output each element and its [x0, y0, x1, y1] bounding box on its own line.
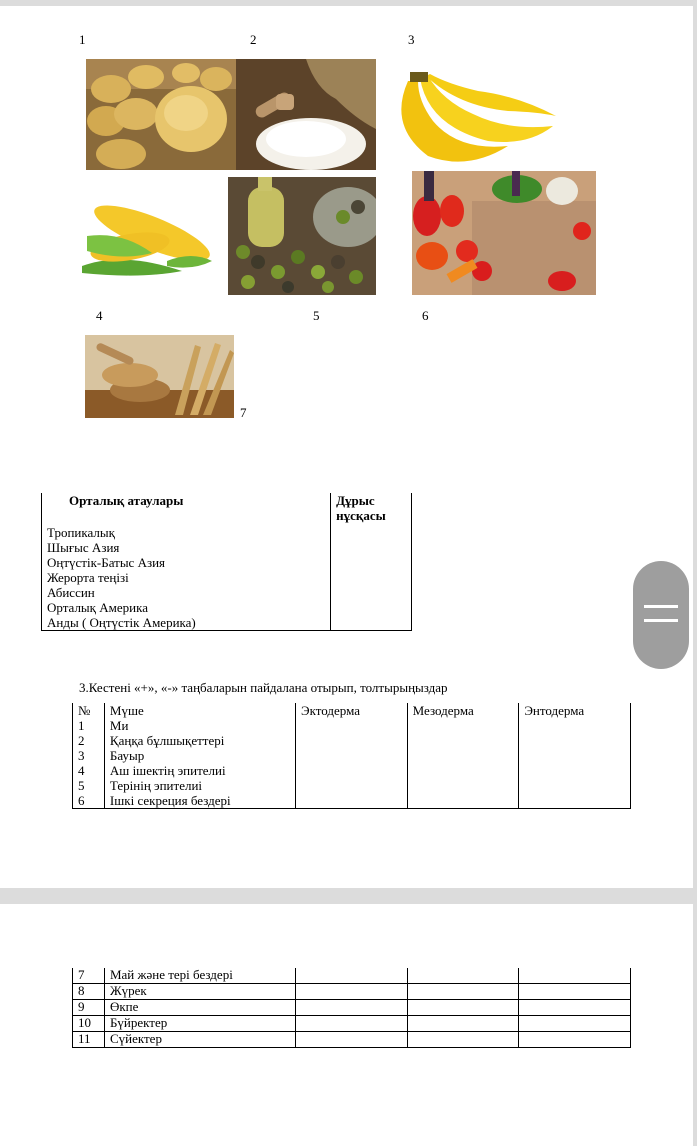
endoderm-cell[interactable]	[519, 1000, 631, 1016]
answer-cell[interactable]	[331, 540, 412, 555]
row-number: 6	[73, 793, 105, 809]
organ-name: Бүйректер	[104, 1016, 295, 1032]
organ-name: Ішкі секреция бездері	[104, 793, 295, 809]
table-row: Тропикалық	[42, 525, 331, 540]
table-row: Абиссин	[42, 585, 331, 600]
germ-layers-table	[72, 703, 631, 809]
task-3-title: 3.Кестені «+», «-» таңбаларын пайдалана отырып, толтырыңыздар	[79, 680, 448, 695]
mesoderm-cell[interactable]	[407, 793, 519, 809]
mesoderm-cell[interactable]	[407, 1016, 519, 1032]
mesoderm-cell[interactable]	[407, 748, 519, 763]
row-number: 11	[73, 1032, 105, 1048]
organ-name: Терінің эпителиі	[104, 778, 295, 793]
row-number: 5	[73, 778, 105, 793]
endoderm-cell[interactable]	[519, 1032, 631, 1048]
header-correct-answer: Дұрыс нұсқасы	[331, 493, 412, 525]
table-row: Жерорта теңізі	[42, 570, 331, 585]
ectoderm-cell[interactable]	[296, 718, 408, 733]
image-label-1: 1	[79, 32, 86, 47]
endoderm-cell[interactable]	[519, 763, 631, 778]
answer-cell[interactable]	[331, 525, 412, 540]
row-number: 3	[73, 748, 105, 763]
organ-name: Қаңқа бұлшықеттері	[104, 733, 295, 748]
wheat-photo	[85, 335, 234, 418]
olives-photo	[228, 177, 376, 295]
header-ectoderm: Эктодерма	[296, 703, 408, 718]
row-number: 4	[73, 763, 105, 778]
header-endoderm: Энтодерма	[519, 703, 631, 718]
mesoderm-cell[interactable]	[407, 1032, 519, 1048]
ectoderm-cell[interactable]	[296, 1000, 408, 1016]
ectoderm-cell[interactable]	[296, 1016, 408, 1032]
mesoderm-cell[interactable]	[407, 1000, 519, 1016]
mesoderm-cell[interactable]	[407, 968, 519, 984]
ectoderm-cell[interactable]	[296, 733, 408, 748]
answer-cell[interactable]	[331, 570, 412, 585]
answer-cell[interactable]	[331, 600, 412, 615]
image-label-7: 7	[240, 405, 247, 420]
centers-table	[41, 493, 412, 631]
row-number: 1	[73, 718, 105, 733]
endoderm-cell[interactable]	[519, 984, 631, 1000]
organ-name: Май және тері бездері	[104, 968, 295, 984]
organ-name: Бауыр	[104, 748, 295, 763]
row-number: 2	[73, 733, 105, 748]
image-label-2: 2	[250, 32, 257, 47]
vegetables-photo	[412, 171, 596, 295]
organ-name: Өкпе	[104, 1000, 295, 1016]
row-number: 7	[73, 968, 105, 984]
ectoderm-cell[interactable]	[296, 763, 408, 778]
row-number: 10	[73, 1016, 105, 1032]
organ-name: Ми	[104, 718, 295, 733]
image-label-4: 4	[96, 308, 103, 323]
bananas-photo	[388, 66, 563, 176]
endoderm-cell[interactable]	[519, 1016, 631, 1032]
table-row: Анды ( Оңтүстік Америка)	[42, 615, 331, 631]
mesoderm-cell[interactable]	[407, 778, 519, 793]
endoderm-cell[interactable]	[519, 968, 631, 984]
answer-cell[interactable]	[331, 555, 412, 570]
header-organ: Мүше	[104, 703, 295, 718]
rice-photo	[236, 59, 376, 170]
table-row: Орталық Америка	[42, 600, 331, 615]
image-label-5: 5	[313, 308, 320, 323]
mesoderm-cell[interactable]	[407, 763, 519, 778]
ectoderm-cell[interactable]	[296, 793, 408, 809]
potatoes-photo	[86, 59, 236, 170]
row-number: 8	[73, 984, 105, 1000]
header-center-names: Орталық атаулары	[42, 493, 331, 525]
organ-name: Жүрек	[104, 984, 295, 1000]
ectoderm-cell[interactable]	[296, 778, 408, 793]
image-label-6: 6	[422, 308, 429, 323]
header-mesoderm: Мезодерма	[407, 703, 519, 718]
germ-layers-table-continued	[72, 968, 631, 1048]
ectoderm-cell[interactable]	[296, 984, 408, 1000]
document-page-2	[0, 904, 693, 1146]
mesoderm-cell[interactable]	[407, 733, 519, 748]
document-page-1	[0, 6, 693, 888]
header-number: №	[73, 703, 105, 718]
ectoderm-cell[interactable]	[296, 968, 408, 984]
endoderm-cell[interactable]	[519, 748, 631, 763]
table-row: Оңтүстік-Батыс Азия	[42, 555, 331, 570]
endoderm-cell[interactable]	[519, 718, 631, 733]
corn-photo	[82, 191, 217, 283]
row-number: 9	[73, 1000, 105, 1016]
scroll-handle-button[interactable]	[633, 561, 689, 669]
table-row: Шығыс Азия	[42, 540, 331, 555]
endoderm-cell[interactable]	[519, 778, 631, 793]
endoderm-cell[interactable]	[519, 793, 631, 809]
mesoderm-cell[interactable]	[407, 718, 519, 733]
ectoderm-cell[interactable]	[296, 748, 408, 763]
organ-name: Аш ішектің эпителиі	[104, 763, 295, 778]
mesoderm-cell[interactable]	[407, 984, 519, 1000]
answer-cell[interactable]	[331, 585, 412, 600]
organ-name: Сүйектер	[104, 1032, 295, 1048]
image-label-3: 3	[408, 32, 415, 47]
answer-cell[interactable]	[331, 615, 412, 631]
ectoderm-cell[interactable]	[296, 1032, 408, 1048]
endoderm-cell[interactable]	[519, 733, 631, 748]
